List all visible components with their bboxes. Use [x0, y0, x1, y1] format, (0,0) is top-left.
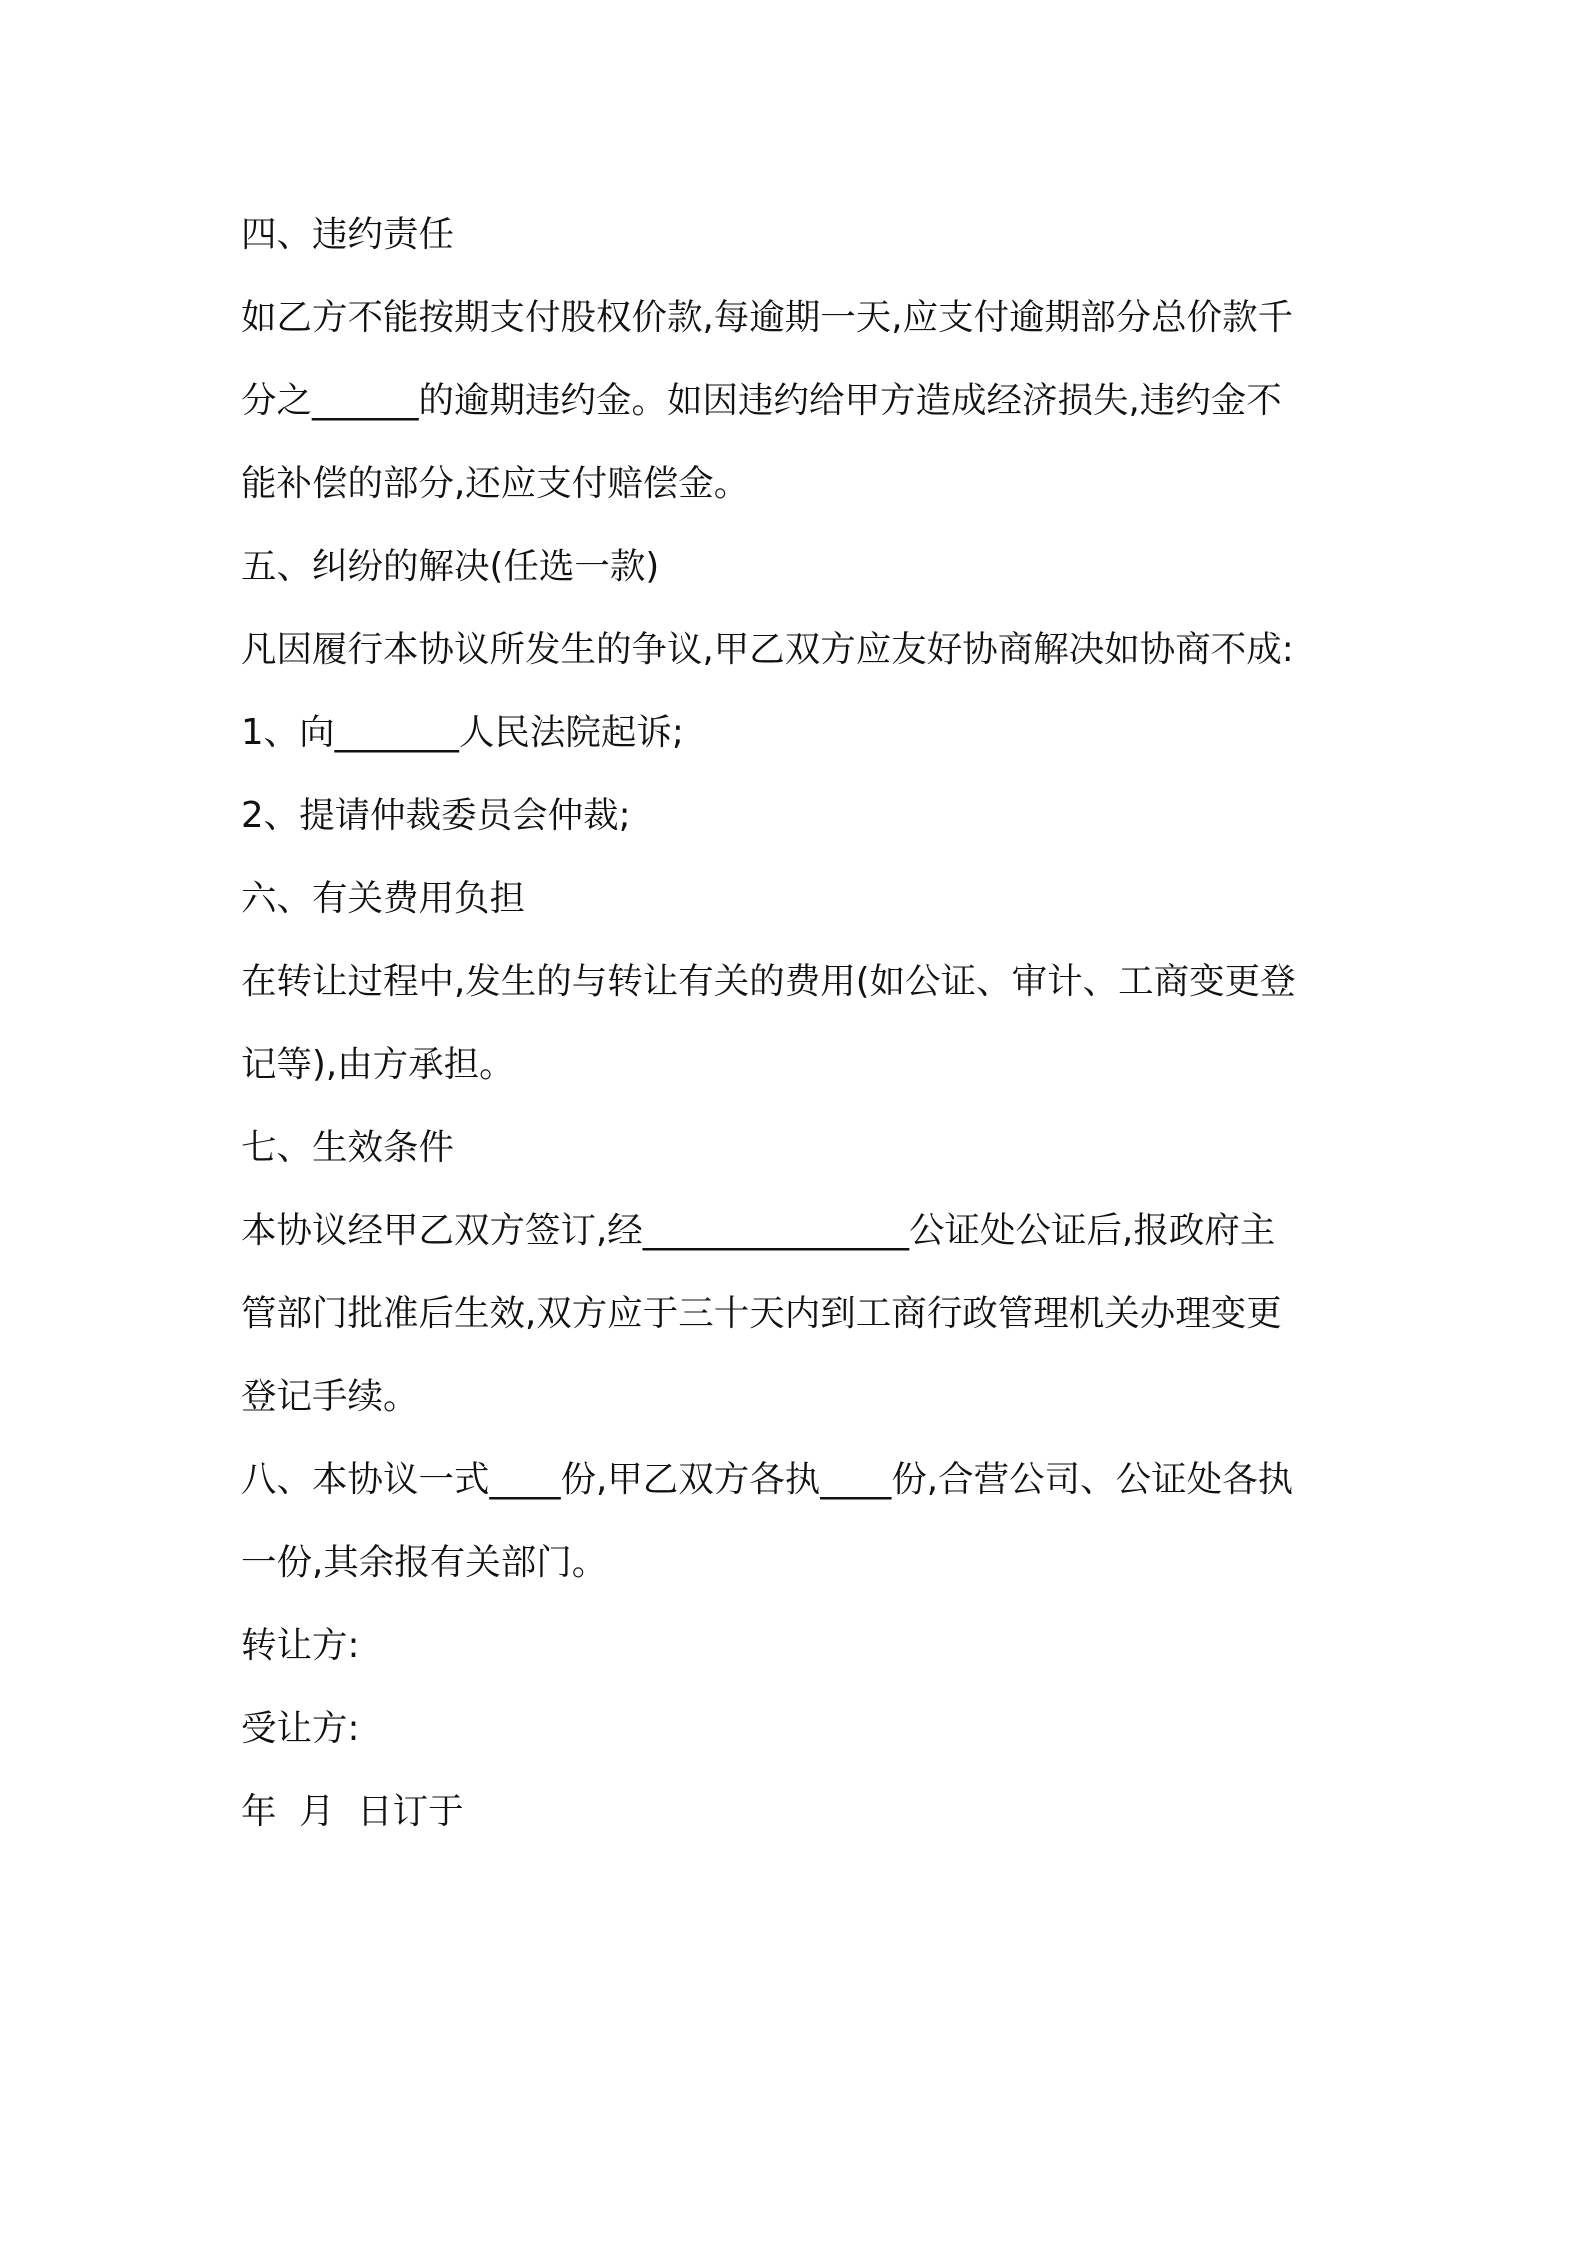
paragraph-line: 在转让过程中,发生的与转让有关的费用(如公证、审计、工商变更登 — [241, 961, 1296, 1002]
section-heading-effective-conditions: 七、生效条件 — [241, 1127, 455, 1168]
section-heading-breach-liability: 四、违约责任 — [241, 214, 455, 255]
paragraph-line: 本协议经甲乙双方签订,经_______________公证处公证后,报政府主 — [241, 1210, 1276, 1251]
paragraph-line: 管部门批准后生效,双方应于三十天内到工商行政管理机关办理变更 — [241, 1293, 1282, 1334]
paragraph-line: 分之______的逾期违约金。如因违约给甲方造成经济损失,违约金不 — [241, 380, 1282, 421]
paragraph-line: 记等),由方承担。 — [241, 1044, 515, 1085]
section-heading-expenses: 六、有关费用负担 — [241, 878, 526, 919]
list-item: 1、向_______人民法院起诉; — [241, 712, 684, 753]
paragraph-line: 凡因履行本协议所发生的争议,甲乙双方应友好协商解决如协商不成: — [241, 629, 1294, 670]
document-body — [241, 193, 1359, 1853]
signature-transferor-label: 转让方: — [241, 1625, 360, 1666]
section-heading-dispute-resolution: 五、纠纷的解决(任选一款) — [241, 546, 660, 587]
signature-transferee-label: 受让方: — [241, 1708, 360, 1749]
paragraph-line: 八、本协议一式____份,甲乙双方各执____份,合营公司、公证处各执 — [241, 1459, 1294, 1500]
date-signed-label: 年 月 日订于 — [241, 1791, 464, 1832]
list-item: 2、提请仲裁委员会仲裁; — [241, 795, 631, 836]
paragraph-line: 如乙方不能按期支付股权价款,每逾期一天,应支付逾期部分总价款千 — [241, 297, 1294, 338]
paragraph-line: 能补偿的部分,还应支付赔偿金。 — [241, 463, 750, 504]
paragraph-line: 一份,其余报有关部门。 — [241, 1542, 608, 1583]
paragraph-line: 登记手续。 — [241, 1376, 419, 1417]
